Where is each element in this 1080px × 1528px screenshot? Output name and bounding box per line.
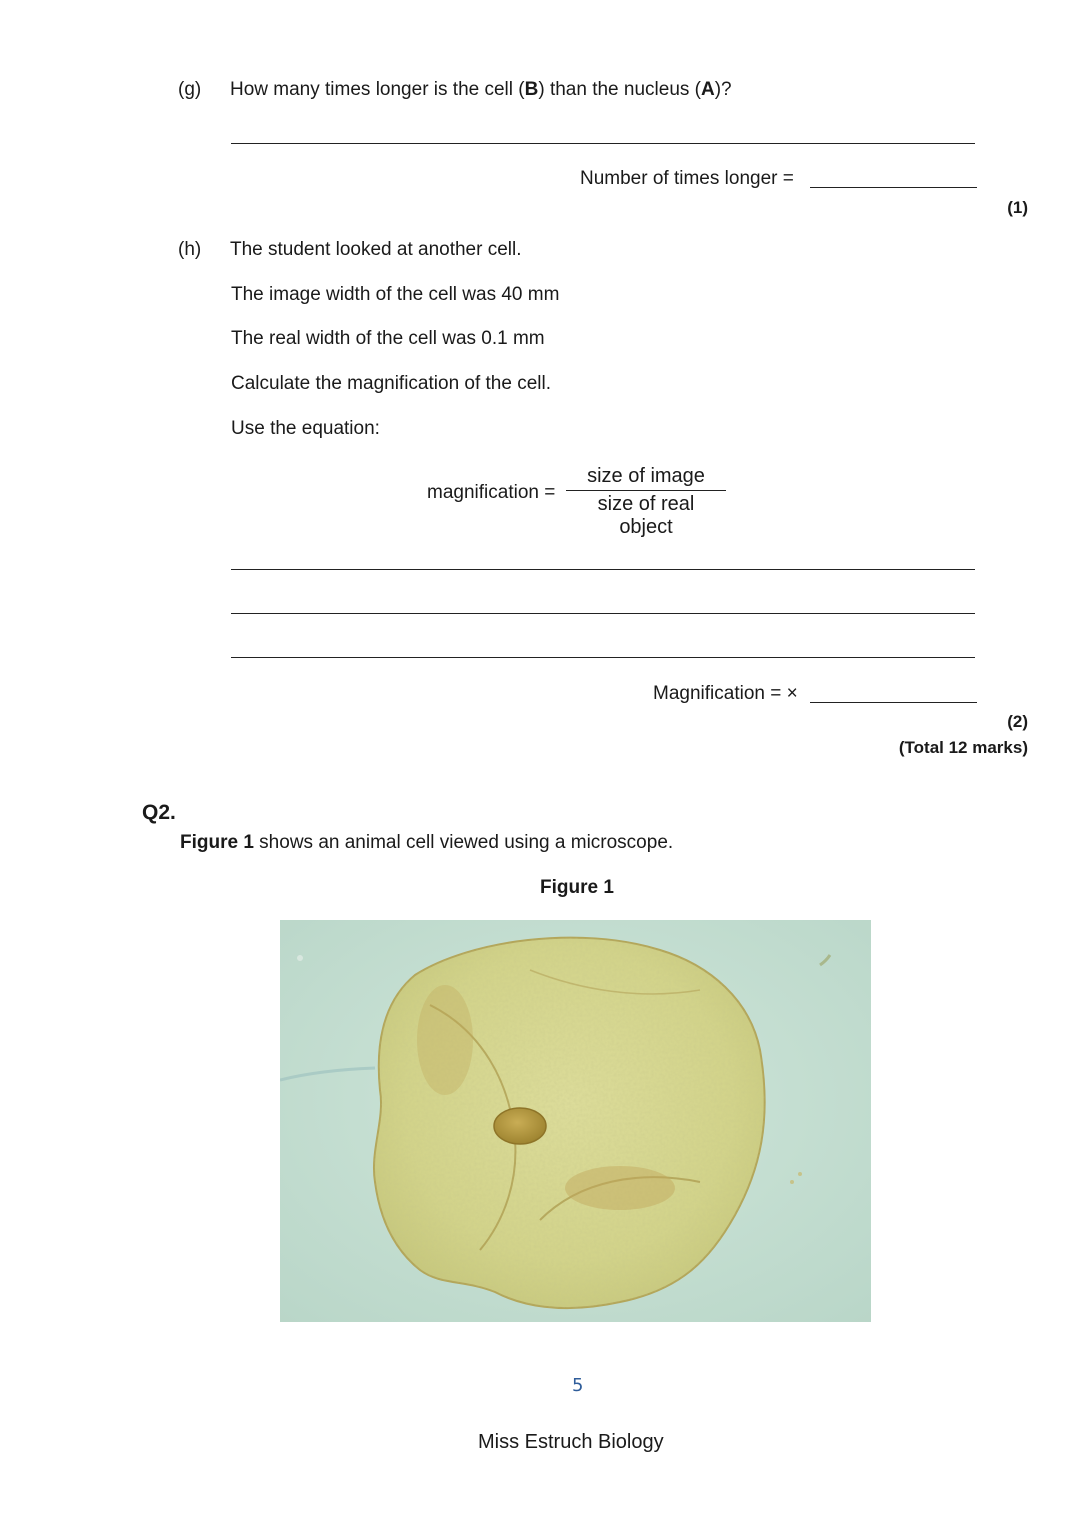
- footer-author: Miss Estruch Biology: [478, 1431, 664, 1453]
- nucleus: [494, 1108, 546, 1144]
- equation-denominator: size of real object: [597, 493, 695, 538]
- question-text-3: )?: [714, 79, 732, 100]
- part-h-line-3: The real width of the cell was 0.1 mm: [231, 328, 545, 349]
- part-h-marks: (2): [1007, 712, 1028, 731]
- cell-letter: B: [524, 79, 539, 100]
- times-longer-answer-line[interactable]: [810, 187, 977, 188]
- part-h-line-2: The image width of the cell was 40 mm: [231, 284, 560, 305]
- working-line-h-3[interactable]: [231, 657, 975, 658]
- part-h-line-1: The student looked at another cell.: [230, 239, 522, 260]
- equation-numerator: size of image: [566, 465, 726, 491]
- q2-intro-text: shows an animal cell viewed using a microscope.: [253, 832, 674, 853]
- q2-label: Q2.: [142, 801, 176, 824]
- working-line-g[interactable]: [231, 143, 975, 144]
- magnification-answer-line[interactable]: [810, 702, 977, 703]
- figure-ref: Figure 1: [180, 832, 254, 853]
- question-text-1: How many times longer is the cell (: [230, 79, 525, 100]
- question-text-2: ) than the nucleus (: [538, 79, 701, 100]
- part-h-line-5: Use the equation:: [231, 418, 380, 439]
- working-line-h-2[interactable]: [231, 613, 975, 614]
- part-h-label: (h): [178, 239, 202, 260]
- equation-fraction: [566, 465, 726, 539]
- page-number: 5: [572, 1375, 584, 1396]
- part-g-label: (g): [178, 79, 202, 100]
- working-line-h-1[interactable]: [231, 569, 975, 570]
- cell-micrograph: [280, 920, 871, 1322]
- q2-intro: [180, 832, 673, 854]
- total-marks: (Total 12 marks): [898, 738, 1028, 757]
- equation-lhs: magnification =: [427, 482, 556, 503]
- magnification-answer-label: Magnification = ×: [653, 683, 798, 704]
- nucleus-letter: A: [701, 79, 715, 100]
- figure-caption: Figure 1: [540, 877, 614, 898]
- part-h-line-4: Calculate the magnification of the cell.: [231, 373, 552, 394]
- times-longer-label: Number of times longer =: [580, 168, 794, 189]
- part-g-question: [230, 79, 732, 101]
- part-g-marks: (1): [1007, 198, 1028, 217]
